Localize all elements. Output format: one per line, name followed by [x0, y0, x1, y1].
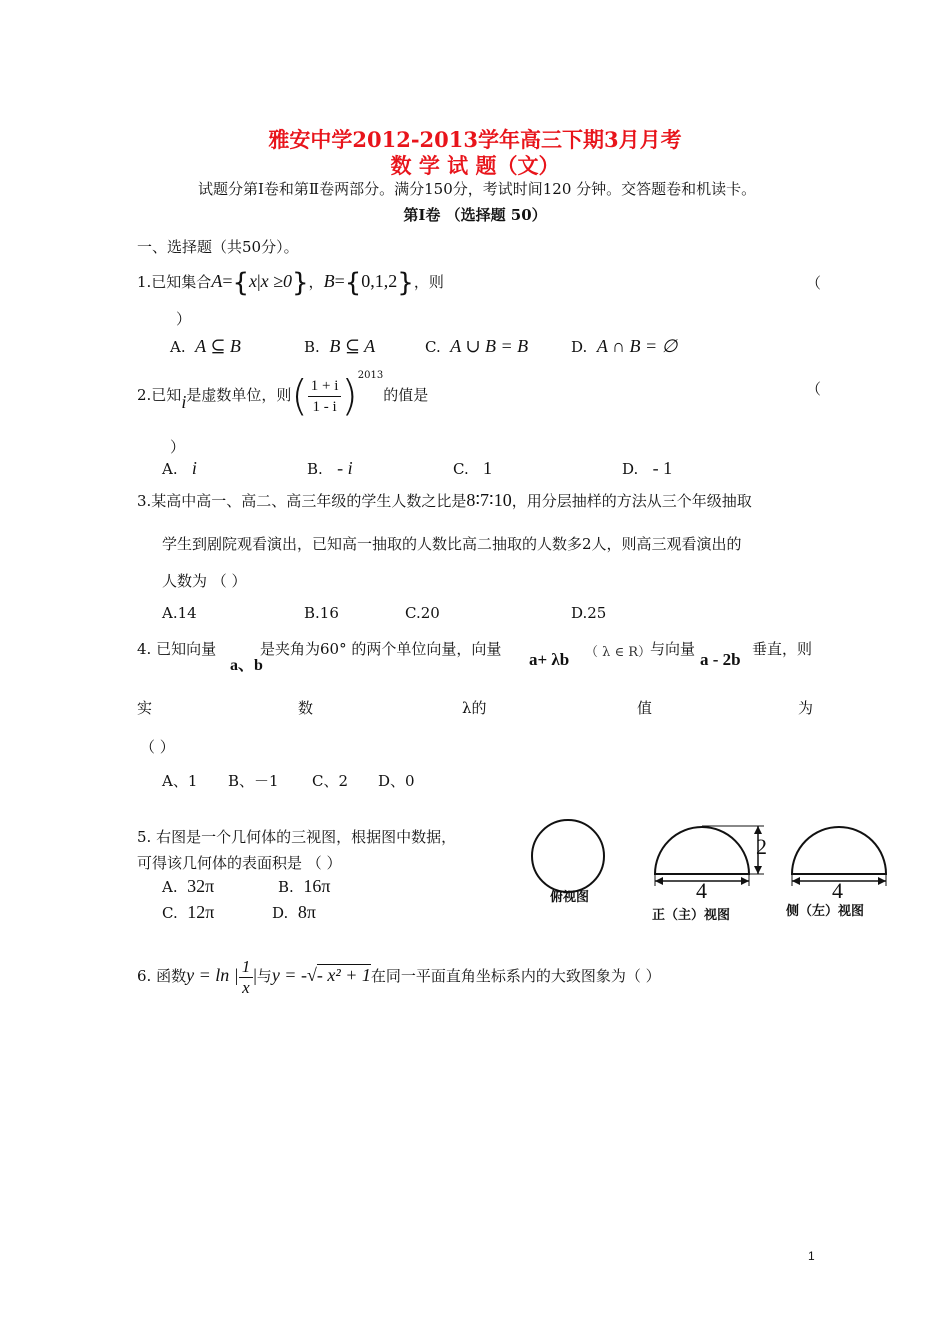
- question-2-stem: 2.已知i是虚数单位，则( $\frac{1 + i}{1 - i}$ )$^{2013}$的值是: [137, 370, 429, 420]
- front-width-arrow-left: [655, 877, 663, 885]
- question-4-option-b[interactable]: B、－1: [228, 772, 279, 790]
- question-4-prefix: 4. 已知向量: [137, 640, 217, 658]
- side-view-semicircle: [792, 827, 886, 874]
- question-4-text-2: 与向量: [650, 640, 696, 658]
- question-1-option-d[interactable]: D. A ∩ B = ∅: [571, 336, 678, 356]
- question-2-option-c[interactable]: C. 1: [453, 458, 493, 478]
- question-1-stem: 1.已知集合A={x|x ≥0}，B={0,1,2}，则: [137, 268, 444, 298]
- question-5-line-2: 可得该几何体的表面积是 （ ）: [137, 854, 342, 872]
- side-width-arrow-right: [878, 877, 886, 885]
- question-2-paren-open: （: [806, 380, 822, 398]
- height-arrow-bottom: [754, 866, 762, 874]
- question-4-spread-3: λ的: [462, 699, 487, 717]
- top-view-label: 俯视图: [550, 890, 590, 905]
- question-3-option-c[interactable]: C.20: [405, 604, 440, 622]
- question-3-option-d[interactable]: D.25: [571, 604, 607, 622]
- question-4-lambda-cond: （ λ ∈ R）: [585, 645, 652, 660]
- question-1-paren-open: （: [806, 274, 822, 292]
- question-2-option-b[interactable]: B. - i: [307, 458, 353, 478]
- question-1-option-a[interactable]: A. A ⊆ B: [170, 336, 241, 356]
- question-1-paren-close: ）: [176, 310, 192, 328]
- page-subtitle: 数 学 试 题（文）: [390, 153, 560, 178]
- front-view-label: 正（主）视图: [652, 908, 731, 923]
- top-view-circle: [532, 820, 604, 892]
- question-6-stem: 6. 函数y = ln | $\frac{1}{x}$ |与y = -√- x² + 1在同一平面直角坐标系内的大致图象为（ ）: [137, 956, 661, 997]
- question-4-option-d[interactable]: D、0: [378, 772, 415, 790]
- side-view-label: 侧（左）视图: [786, 904, 865, 919]
- height-arrow-top: [754, 826, 762, 834]
- question-1-option-c[interactable]: C. A ∪ B = B: [425, 336, 529, 356]
- section-heading: 一、选择题（共50分）。: [137, 238, 299, 256]
- front-width-arrow-right: [741, 877, 749, 885]
- question-1-option-b[interactable]: B. B ⊆ A: [304, 336, 376, 356]
- question-4-expr-2: a - 2b: [700, 650, 741, 669]
- question-4-paren: （ ）: [140, 738, 175, 756]
- question-3-line-3: 人数为 （ ）: [162, 572, 247, 590]
- question-5-option-b[interactable]: B. 16π: [278, 876, 331, 896]
- page-title: 雅安中学2012-2013学年高三下期3月月考: [268, 127, 682, 152]
- page-number: 1: [808, 1249, 815, 1263]
- side-width-arrow-left: [792, 877, 800, 885]
- intro-text: 试题分第Ⅰ卷和第Ⅱ卷两部分。满分150分，考试时间120 分钟。交答题卷和机读卡。: [198, 180, 757, 198]
- question-4-spread-4: 值: [637, 699, 653, 717]
- part-heading: 第Ⅰ卷 （选择题 50）: [403, 206, 547, 224]
- question-4-text-1: 是夹角为60° 的两个单位向量，向量: [260, 640, 502, 658]
- question-2-option-a[interactable]: A. i: [162, 458, 197, 478]
- question-2-paren-close: ）: [170, 438, 186, 456]
- question-5-option-c[interactable]: C. 12π: [162, 902, 215, 922]
- figure-height-label: 2: [756, 834, 767, 859]
- question-4-vectors: a、b: [230, 657, 263, 674]
- question-3-line-2: 学生到剧院观看演出，已知高一抽取的人数比高二抽取的人数多2人，则高三观看演出的: [162, 535, 742, 553]
- question-4-option-c[interactable]: C、2: [312, 772, 349, 790]
- question-3-option-b[interactable]: B.16: [304, 604, 339, 622]
- figure-front-width-label: 4: [696, 878, 707, 903]
- figure-side-width-label: 4: [832, 878, 843, 903]
- question-4-expr-1: a+ λb: [529, 650, 570, 669]
- front-view-semicircle: [655, 827, 749, 874]
- question-5-line-1: 5. 右图是一个几何体的三视图，根据图中数据，: [137, 828, 457, 846]
- question-3-option-a[interactable]: A.14: [162, 604, 197, 622]
- question-4-spread-2: 数: [298, 699, 314, 717]
- question-4-spread-1: 实: [137, 699, 153, 717]
- question-4-spread-5: 为: [798, 699, 814, 717]
- question-4-suffix: 垂直，则: [752, 640, 813, 658]
- question-2-option-d[interactable]: D. - 1: [622, 458, 673, 478]
- question-5-option-a[interactable]: A. 32π: [162, 876, 215, 896]
- question-5-option-d[interactable]: D. 8π: [272, 902, 316, 922]
- question-4-option-a[interactable]: A、1: [162, 772, 198, 790]
- question-3-line-1: 3.某高中高一、高二、高三年级的学生人数之比是8∶7∶10，用分层抽样的方法从三个年级抽取: [137, 490, 752, 510]
